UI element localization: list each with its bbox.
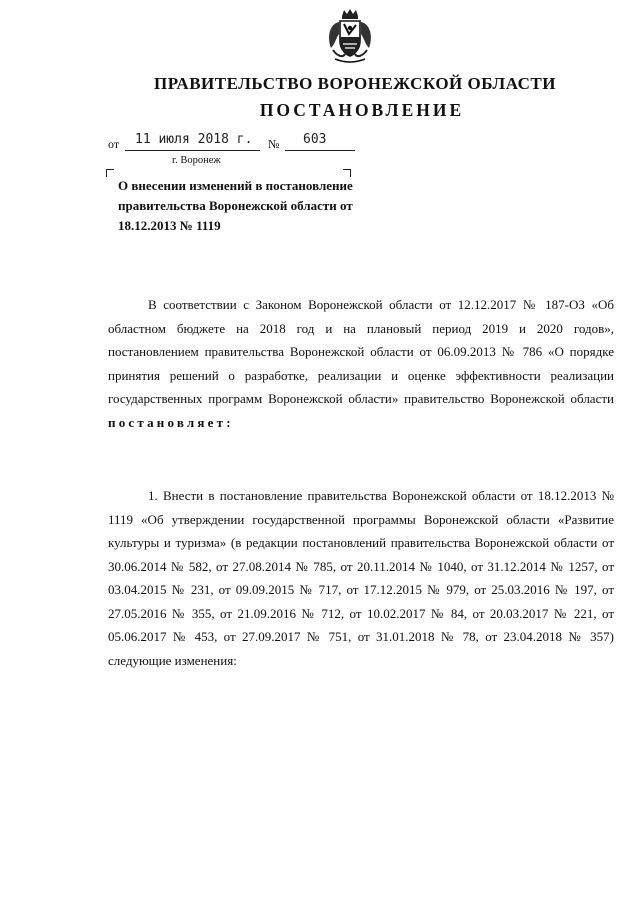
- number-underline: [285, 150, 355, 151]
- date-underline: [125, 150, 260, 151]
- document-subject: О внесении изменений в постановление правительства Воронежской области от 18.12.2013 № 1119: [118, 178, 353, 233]
- decree-word: постановляет:: [108, 414, 234, 430]
- date-value: 11 июля 2018 г.: [135, 132, 253, 147]
- city-label: г. Воронеж: [172, 155, 221, 166]
- coat-of-arms-icon: [325, 8, 375, 66]
- document-type: ПОСТАНОВЛЕНИЕ: [259, 100, 465, 120]
- date-prefix: от: [108, 137, 120, 151]
- document-details: [108, 132, 368, 154]
- preamble-text: В соответствии с Законом Воронежской области от 12.12.2017 № 187-ОЗ «Об областном бюджете на 2018 год и на плановый период 2019 и 2020 годов», постановлением правительства Воронежской области от 06.09.2013 № 786 «О порядке принятия решений о разработке, реализации и оценке эффективности реализации государственных программ Воронежской области» правительство Воронежской области: [108, 297, 614, 406]
- number-prefix: №: [268, 137, 280, 151]
- subject-bracket-left: [106, 169, 114, 177]
- item-1-paragraph: [108, 484, 614, 672]
- preamble-paragraph: [108, 293, 614, 434]
- organization-title: ПРАВИТЕЛЬСТВО ВОРОНЕЖСКОЙ ОБЛАСТИ: [153, 74, 556, 93]
- number-value: 603: [303, 132, 327, 147]
- item-1-text: 1. Внести в постановление правительства Воронежской области от 18.12.2013 № 1119 «Об утверждении государственной программы Воронежской области «Развитие культуры и туризма» (в редакции постановлений правительства Воронежской области от 30.06.2014 № 582, от 27.08.2014 № 785, от 20.11.2014 № 1040, от 31.12.2014 № 1257, от 03.04.2015 № 231, от 09.09.2015 № 717, от 17.12.2015 № 979, от 25.03.2016 № 197, от 27.05.2016 № 355, от 21.09.2016 № 712, от 10.02.2017 № 84, от 20.03.2017 № 221, от 05.06.2017 № 453, от 27.09.2017 № 751, от 31.01.2018 № 78, от 23.04.2018 № 357) следующие изменения:: [108, 488, 614, 668]
